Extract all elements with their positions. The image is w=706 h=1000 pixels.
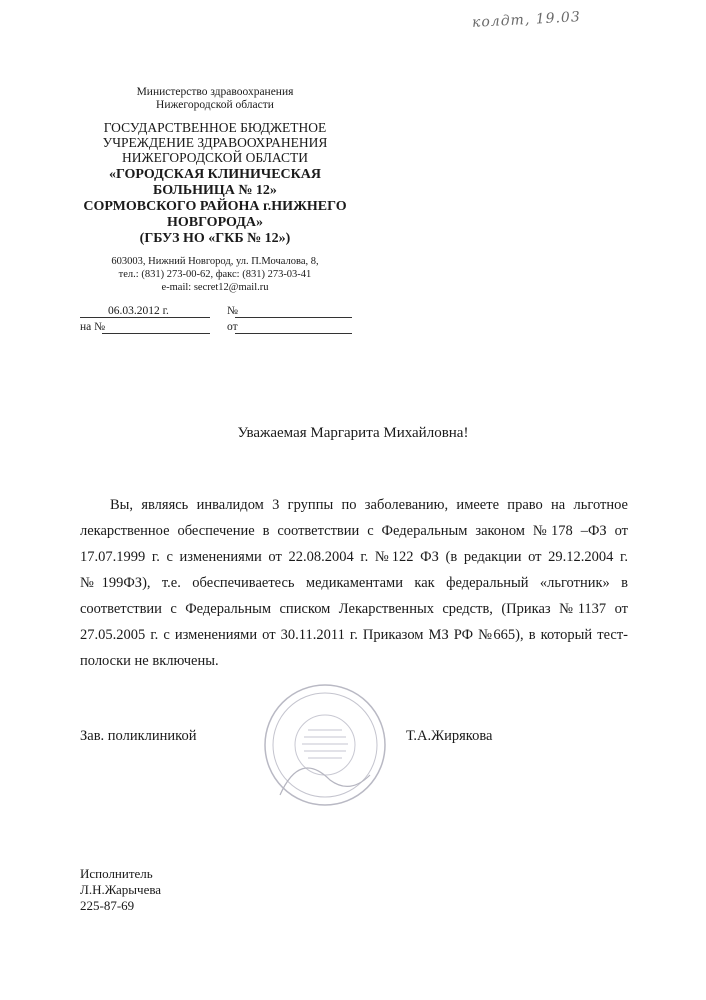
executor-name: Л.Н.Жарычева: [80, 882, 162, 897]
executor-block: [80, 866, 161, 914]
executor-label: Исполнитель: [80, 866, 153, 881]
letterhead: [70, 86, 360, 294]
from-line: [235, 333, 352, 334]
number-line: [235, 317, 352, 318]
greeting: Уважаемая Маргарита Михайловна!: [237, 425, 469, 441]
date-line: [80, 317, 210, 318]
outgoing-ref: [80, 305, 370, 321]
phones: тел.: (831) 273-00-62, факс: (831) 273-03-41: [118, 269, 312, 280]
handwritten-annotation: колдт, 19.03: [471, 9, 582, 31]
in-reply-label: на №: [80, 321, 106, 333]
institution-name: ГОСУДАРСТВЕННОЕ БЮДЖЕТНОЕ УЧРЕЖДЕНИЕ ЗДРАВООХРАНЕНИЯ НИЖЕГОРОДСКОЙ ОБЛАСТИ: [102, 120, 328, 165]
signer-position: Зав. поликлиникой: [80, 728, 197, 744]
contact-info: [70, 255, 360, 294]
letter-date: 06.03.2012 г.: [108, 305, 169, 317]
signer-name: Т.А.Жирякова: [406, 728, 493, 744]
from-label: от: [227, 321, 238, 333]
letter-body: Вы, являясь инвалидом 3 группы по заболеванию, имеете право на льготное лекарственное обеспечение в соответствии с Федеральным законом №178 –ФЗ от 17.07.1999 г. с изменениями от 22.08.2004 г. №122 ФЗ (в редакции от 29.12.2004 г. №199ФЗ), т.е. обеспечиваетесь медикаментами как федеральный «льготник» в соответствии с Федеральным списком Лекарственных средств, (Приказ №1137 от 27.05.2005 г. с изменениями от 30.11.2011 г. Приказом МЗ РФ №665), в который тест-полоски не включены.: [80, 497, 628, 669]
reference-block: [80, 305, 370, 337]
executor-phone: 225-87-69: [80, 898, 135, 913]
round-seal-icon: [260, 680, 390, 810]
number-label: №: [227, 305, 238, 317]
incoming-ref: [80, 321, 370, 337]
email: e-mail: secret12@mail.ru: [161, 282, 269, 293]
hospital-name: «ГОРОДСКАЯ КЛИНИЧЕСКАЯ БОЛЬНИЦА № 12» СОРМОВСКОГО РАЙОНА г.НИЖНЕГО НОВГОРОДА» (ГБУЗ НО «ГКБ № 12»): [83, 167, 347, 246]
address: 603003, Нижний Новгород, ул. П.Мочалова, 8,: [111, 256, 319, 267]
ministry-name: Министерство здравоохранения Нижегородской области: [136, 86, 294, 111]
in-reply-line: [102, 333, 210, 334]
